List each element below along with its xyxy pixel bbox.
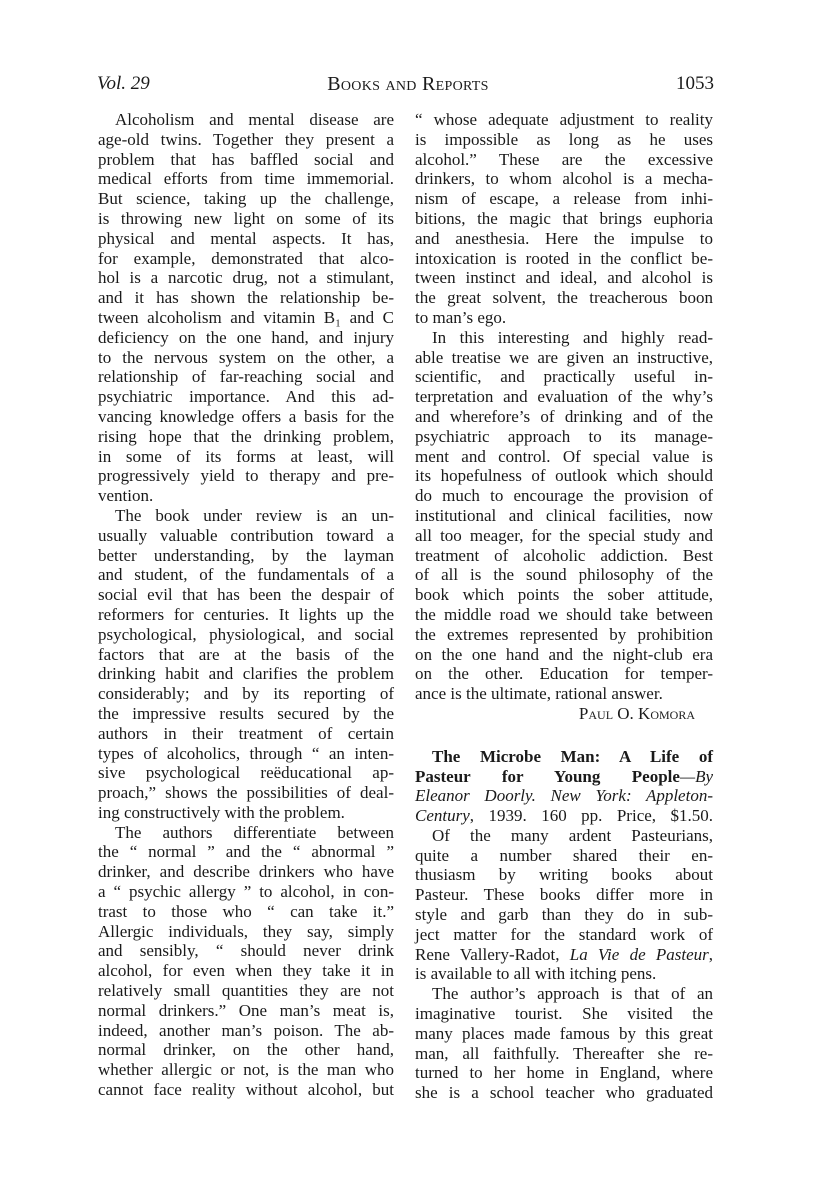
text-line: Pasteur. These books differ more in bbox=[415, 885, 713, 905]
text-line: better understanding, by the layman bbox=[98, 545, 394, 565]
text-line: all too meager, for the special study and bbox=[415, 525, 713, 545]
text-line: trast to those who “ can take it.” bbox=[98, 901, 394, 921]
text-segment: Rene Vallery-Radot, bbox=[415, 944, 570, 964]
paragraph bbox=[415, 110, 713, 328]
text-line: The author’s approach is that of an bbox=[432, 984, 713, 1004]
text-line: is available to all with itching pens. bbox=[415, 964, 657, 984]
italic-text: Century bbox=[415, 806, 470, 826]
text-line: factors that are at the basis of the bbox=[98, 644, 394, 664]
review-komora-body bbox=[98, 110, 394, 1100]
text-line: But science, taking up the challenge, bbox=[98, 189, 394, 209]
text-line: sive psychological reëducational ap- bbox=[98, 763, 394, 783]
text-line: and anesthesia. Here the impulse to bbox=[415, 228, 713, 248]
text-line: is throwing new light on some of its bbox=[98, 208, 394, 228]
text-line: nism of escape, a release from inhi- bbox=[415, 189, 713, 209]
text-segment: , 1939. 160 pp. Price, $1.50. bbox=[469, 806, 713, 826]
book-citation-heading bbox=[415, 747, 713, 826]
text-line: types of alcoholics, through “ an inten- bbox=[98, 743, 394, 763]
text-line: for example, demonstrated that alco- bbox=[98, 248, 394, 268]
text-line: drinker, and describe drinkers who have bbox=[98, 862, 394, 882]
text-line: quite a number shared their en- bbox=[415, 845, 713, 865]
text-line: drinking habit and clarifies the problem bbox=[98, 664, 394, 684]
text-line: Of the many ardent Pasteurians, bbox=[432, 825, 713, 845]
paragraph bbox=[98, 823, 394, 1100]
text-line: in some of its forms at least, will bbox=[98, 446, 394, 466]
text-segment: , bbox=[708, 944, 714, 964]
volume-number: Vol. 29 bbox=[97, 73, 150, 94]
text-line: vention. bbox=[98, 486, 154, 506]
text-line bbox=[415, 786, 713, 806]
review-komora-continued bbox=[415, 110, 713, 704]
text-line: man, all faithfully. Thereafter she re- bbox=[415, 1043, 713, 1063]
bold-text: Pasteur for Young People bbox=[415, 766, 680, 786]
text-line: reformers for centuries. It lights up the bbox=[98, 604, 394, 624]
text-line: thusiasm by writing books about bbox=[415, 865, 713, 885]
text-line: terpretation and evaluation of the why’s bbox=[415, 387, 713, 407]
text-line bbox=[415, 806, 713, 826]
text-line bbox=[415, 767, 713, 787]
text-line: she is a school teacher who graduated bbox=[415, 1083, 713, 1103]
text-line: whether allergic or not, is the man who bbox=[98, 1060, 394, 1080]
italic-text: —By bbox=[679, 766, 713, 786]
text-line: normal drinker, on the other hand, bbox=[98, 1040, 394, 1060]
paragraph bbox=[98, 506, 394, 823]
text-line bbox=[415, 747, 713, 767]
text-line: the impressive results secured by the bbox=[98, 703, 394, 723]
text-line: deficiency on the one hand, and injury bbox=[98, 327, 394, 347]
text-line: indeed, another man’s poison. The ab- bbox=[98, 1020, 394, 1040]
text-line: psychiatric importance. And this ad- bbox=[98, 387, 394, 407]
text-line: able treatise we are given an instructive, bbox=[415, 347, 713, 367]
text-line: imaginative tourist. She visited the bbox=[415, 1004, 713, 1024]
text-line: age-old twins. Together they present a bbox=[98, 129, 394, 149]
text-line: institutional and clinical facilities, now bbox=[415, 505, 713, 525]
text-line: is impossible as long as he uses bbox=[415, 129, 713, 149]
text-line: ing constructively with the problem. bbox=[98, 802, 345, 822]
text-line: and wherefore’s of drinking and of the bbox=[415, 406, 713, 426]
text-line: tween alcoholism and vitamin B₁ and C bbox=[98, 307, 394, 327]
text-line: its hopefulness of outlook which should bbox=[415, 466, 713, 486]
text-line: relationship of far-reaching social and bbox=[98, 367, 394, 387]
text-line: medical efforts from time immemorial. bbox=[98, 169, 394, 189]
text-line: alcohol, for even when they take it in bbox=[98, 961, 394, 981]
text-line: intoxication is rooted in the conflict be- bbox=[415, 248, 713, 268]
text-line bbox=[415, 945, 713, 965]
text-line: progressively yield to therapy and pre- bbox=[98, 466, 394, 486]
text-line: and sensibly, “ should never drink bbox=[98, 941, 394, 961]
page-number: 1053 bbox=[676, 73, 714, 94]
italic-text: Eleanor Doorly. New York: Appleton- bbox=[415, 786, 713, 806]
text-line: physical and mental aspects. It has, bbox=[98, 228, 394, 248]
text-line: and it has shown the relationship be- bbox=[98, 288, 394, 308]
text-line: Allergic individuals, they say, simply bbox=[98, 921, 394, 941]
section-title: Books and Reports bbox=[327, 73, 489, 95]
paragraph bbox=[415, 328, 713, 704]
right-column bbox=[415, 110, 713, 1103]
reviewer-signature: Paul O. Komora bbox=[578, 703, 695, 723]
text-line: usually valuable contribution toward a bbox=[98, 525, 394, 545]
text-line: psychological, physiological, and social bbox=[98, 624, 394, 644]
text-line: to the nervous system on the other, a bbox=[98, 347, 394, 367]
review-microbe-man-body bbox=[415, 826, 713, 1103]
text-line: on the other. Education for temper- bbox=[415, 664, 713, 684]
text-line: proach,” shows the possibilities of deal- bbox=[98, 783, 394, 803]
text-line: “ whose adequate adjustment to reality bbox=[415, 110, 713, 129]
text-line: authors in their treatment of certain bbox=[98, 723, 394, 743]
text-line: tween instinct and ideal, and alcohol is bbox=[415, 268, 713, 288]
italic-text: La Vie de Pasteur bbox=[569, 944, 709, 964]
text-line: In this interesting and highly read- bbox=[432, 327, 713, 347]
text-line: social evil that has been the despair of bbox=[98, 585, 394, 605]
text-line: hol is a narcotic drug, not a stimulant, bbox=[98, 268, 394, 288]
text-line: drinkers, to whom alcohol is a mecha- bbox=[415, 169, 713, 189]
text-line: the “ normal ” and the “ abnormal ” bbox=[98, 842, 394, 862]
paragraph bbox=[415, 984, 713, 1103]
text-line: book which points the sober attitude, bbox=[415, 585, 713, 605]
text-line: vancing knowledge offers a basis for the bbox=[98, 406, 394, 426]
left-column bbox=[98, 110, 394, 1100]
text-line: bitions, the magic that brings euphoria bbox=[415, 208, 713, 228]
text-line: to man’s ego. bbox=[415, 307, 507, 327]
text-line: on the one hand and the night-club era bbox=[415, 644, 713, 664]
text-line: many places made famous by this great bbox=[415, 1023, 713, 1043]
text-line: relatively small quantities they are not bbox=[98, 981, 394, 1001]
text-line: Alcoholism and mental disease are bbox=[115, 110, 394, 129]
text-line: the great solvent, the treacherous boon bbox=[415, 288, 713, 308]
paragraph bbox=[415, 826, 713, 984]
text-line: ance is the ultimate, rational answer. bbox=[415, 684, 663, 704]
text-line: The authors differentiate between bbox=[115, 822, 394, 842]
text-line: of all is the sound philosophy of the bbox=[415, 565, 713, 585]
bold-text: The Microbe Man: A Life of bbox=[432, 746, 713, 766]
text-line: scientific, and practically useful in- bbox=[415, 367, 713, 387]
text-line: style and garb than they do in sub- bbox=[415, 905, 713, 925]
text-line: the middle road we should take between bbox=[415, 604, 713, 624]
text-line: do much to encourage the provision of bbox=[415, 486, 713, 506]
text-line: rising hope that the drinking problem, bbox=[98, 426, 394, 446]
text-line: the extremes represented by prohibition bbox=[415, 624, 713, 644]
text-line: and student, of the fundamentals of a bbox=[98, 565, 394, 585]
text-line: considerably; and by its reporting of bbox=[98, 684, 394, 704]
text-line: alcohol.” These are the excessive bbox=[415, 149, 713, 169]
text-line: turned to her home in England, where bbox=[415, 1063, 713, 1083]
text-line: ject matter for the standard work of bbox=[415, 924, 713, 944]
text-line: problem that has baffled social and bbox=[98, 149, 394, 169]
text-line: cannot face reality without alcohol, but bbox=[98, 1080, 394, 1100]
text-line: a “ psychic allergy ” to alcohol, in con- bbox=[98, 882, 394, 902]
text-line: normal drinkers.” One man’s meat is, bbox=[98, 1000, 394, 1020]
paragraph bbox=[98, 110, 394, 506]
text-line: psychiatric approach to its manage- bbox=[415, 426, 713, 446]
text-line: treatment of alcoholic addiction. Best bbox=[415, 545, 713, 565]
text-line: The book under review is an un- bbox=[115, 505, 394, 525]
text-line: ment and control. Of special value is bbox=[415, 446, 713, 466]
